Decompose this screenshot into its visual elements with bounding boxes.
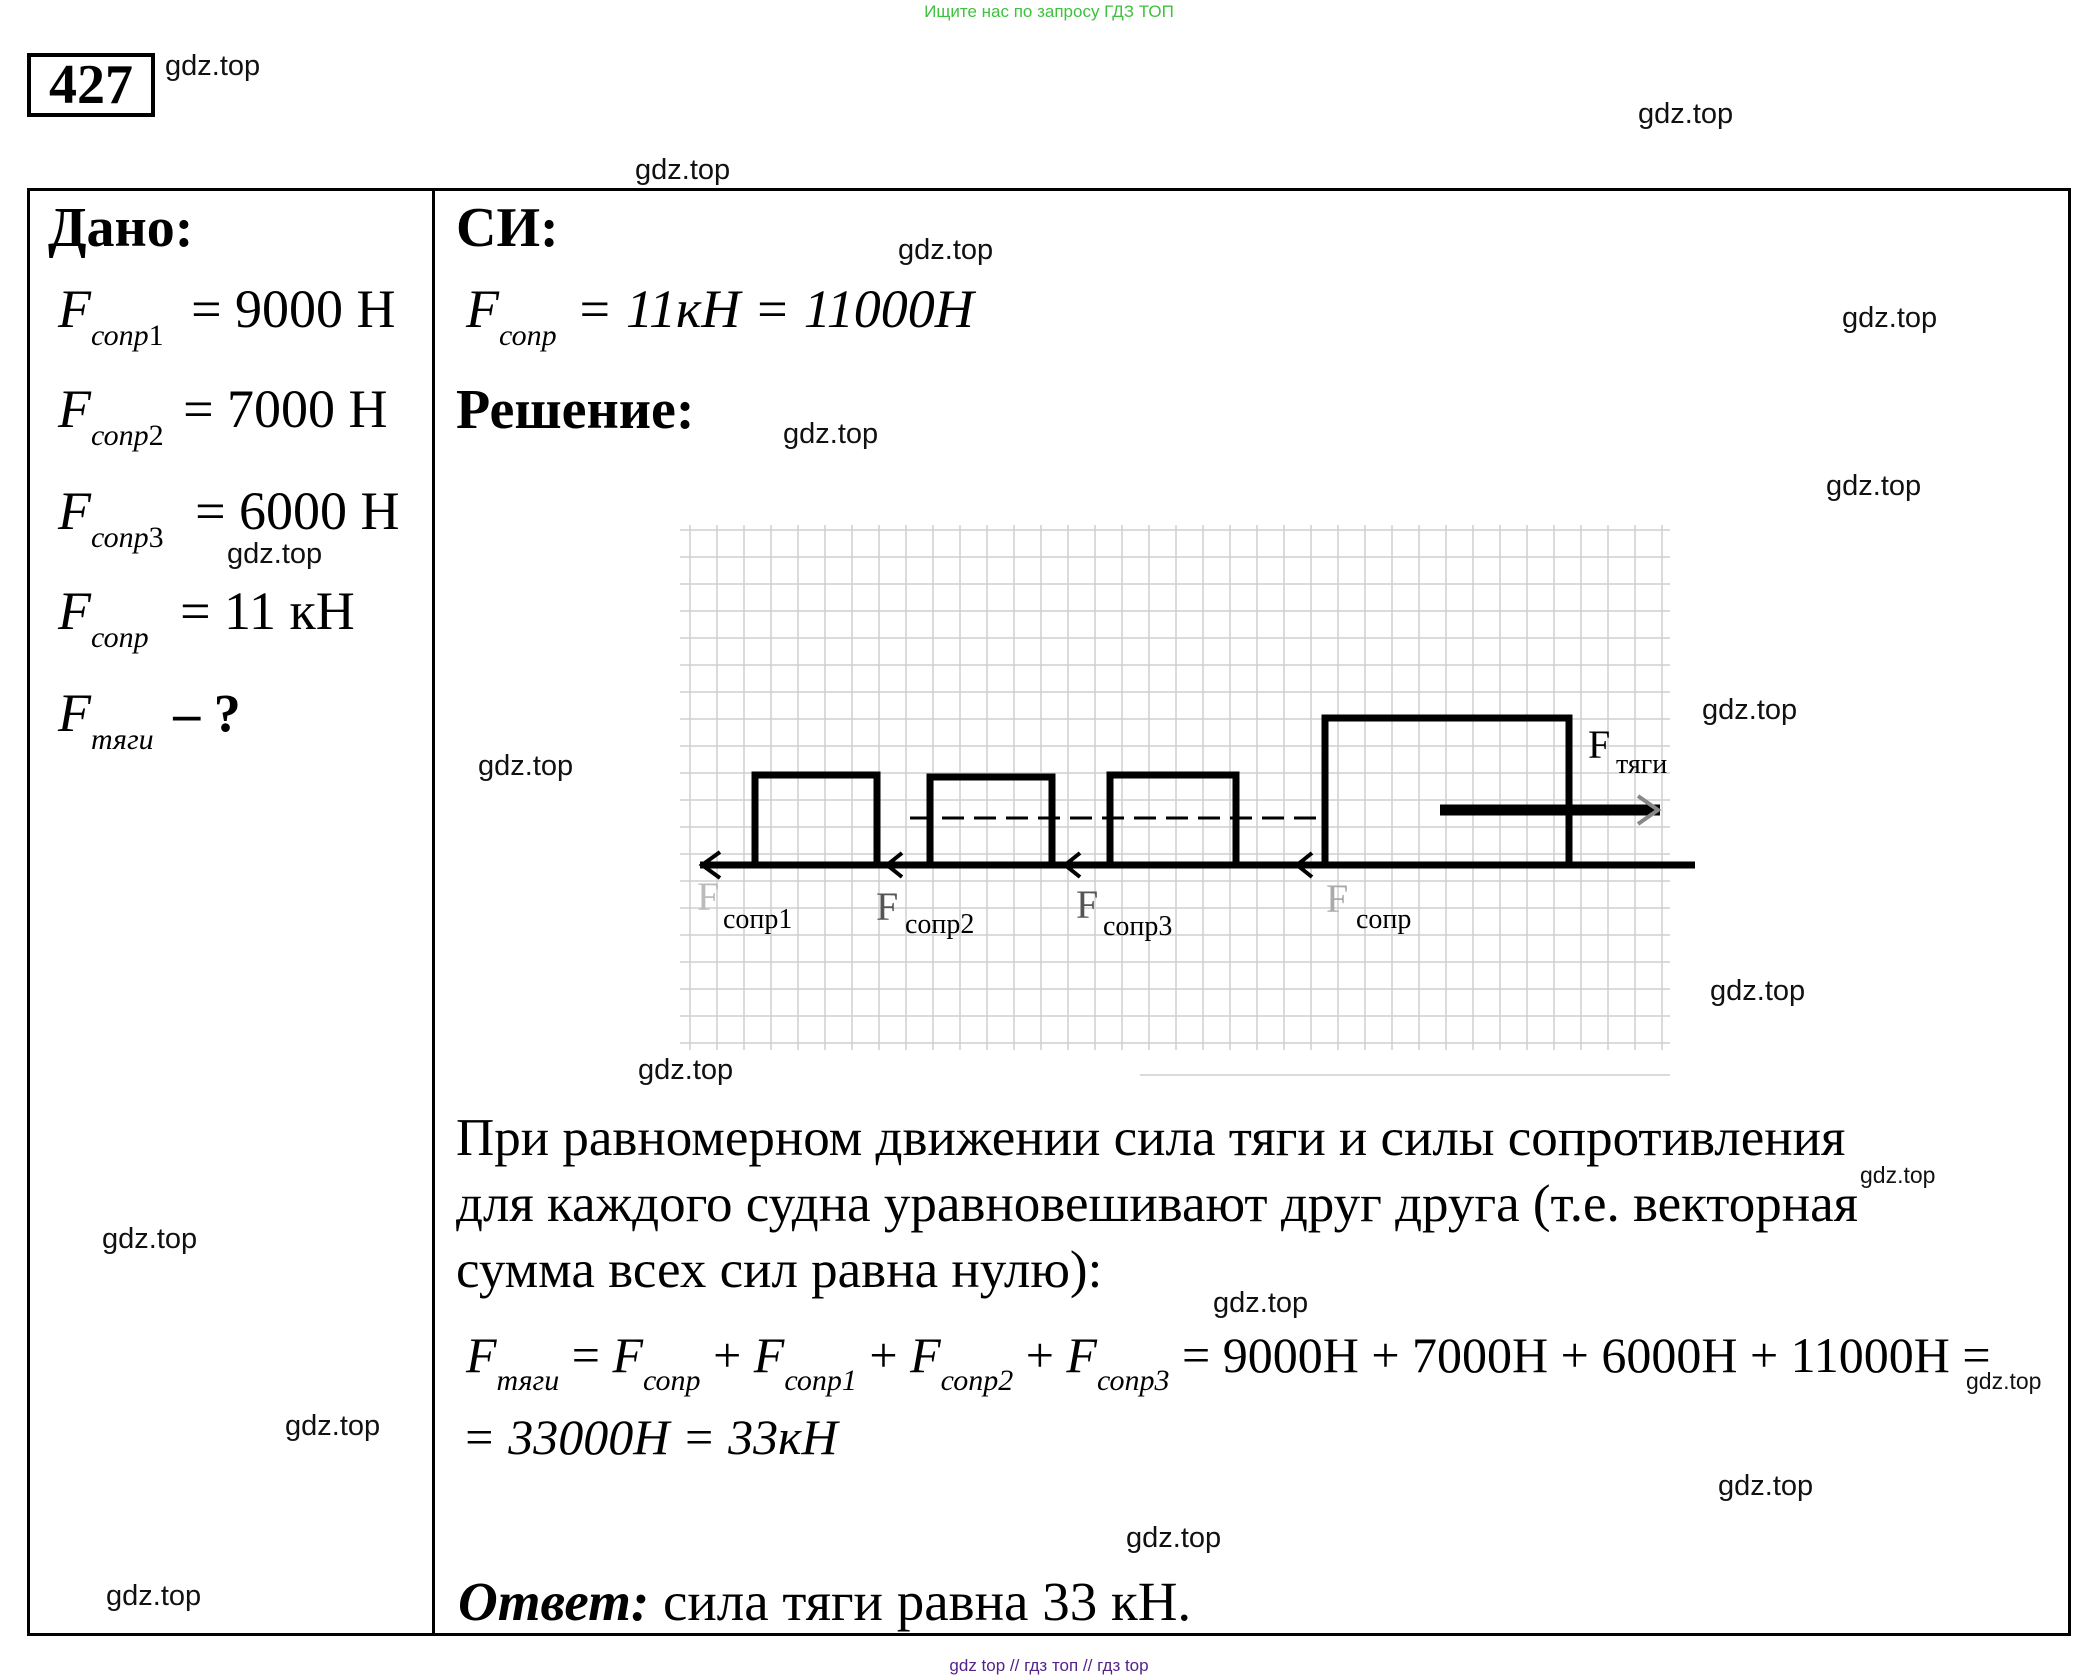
watermark: gdz.top <box>783 418 879 450</box>
explanation-line: сумма всех сил равна нулю): <box>456 1241 1103 1299</box>
watermark: gdz.top <box>227 538 323 570</box>
answer-label: Ответ: <box>458 1571 650 1632</box>
subscript-index: 3 <box>148 521 164 554</box>
given-row <box>58 683 241 756</box>
resistance-2-label-f: F <box>876 884 899 929</box>
top-banner[interactable]: Ищите нас по запросу ГДЗ ТОП <box>924 2 1174 21</box>
thrust-label-f: F <box>1588 722 1611 767</box>
resistance-1-label-f: F <box>697 874 720 919</box>
equation-values: = 9000Н + 7000Н + 6000Н + 11000Н = <box>1182 1327 1991 1383</box>
force-symbol: F <box>466 1327 497 1383</box>
watermark: gdz.top <box>1710 975 1806 1007</box>
watermark: gdz.top <box>898 234 994 266</box>
watermark: gdz.top <box>635 154 731 186</box>
barge-3 <box>1110 775 1236 865</box>
barge-1 <box>755 775 877 865</box>
force-symbol: F <box>58 379 91 439</box>
watermark: gdz.top <box>1213 1287 1309 1319</box>
given-value: – ? <box>173 683 241 743</box>
watermark: gdz.top <box>102 1223 198 1255</box>
watermark: gdz.top <box>1702 694 1798 726</box>
subscript: сопр2 <box>940 1364 1014 1397</box>
watermark: gdz.top <box>1638 98 1734 130</box>
resistance-label-f: F <box>1326 876 1349 921</box>
force-symbol: F <box>58 581 91 641</box>
given-row <box>58 279 396 352</box>
watermark: gdz.top <box>1826 470 1922 502</box>
watermark: gdz.top <box>106 1580 202 1612</box>
subscript: сопр <box>91 621 149 654</box>
subscript: сопр3 <box>1096 1364 1170 1397</box>
column-divider <box>432 188 435 1636</box>
force-symbol: F <box>910 1327 941 1383</box>
answer-text: сила тяги равна 33 кН. <box>649 1571 1192 1632</box>
watermark: gdz.top <box>1718 1470 1814 1502</box>
subscript: сопр1 <box>784 1364 857 1397</box>
watermark: gdz.top <box>638 1054 734 1086</box>
footer-links[interactable]: gdz top // гдз топ // гдз top <box>949 1656 1149 1675</box>
subscript: сопр <box>91 319 149 352</box>
subscript: тяги <box>91 723 154 756</box>
force-symbol: F <box>58 683 91 743</box>
given-value: = 7000 Н <box>183 379 388 439</box>
si-formula <box>466 279 974 352</box>
tugboat <box>1325 718 1569 865</box>
force-symbol: F <box>753 1327 785 1383</box>
subscript: тяги <box>496 1364 560 1397</box>
watermark: gdz.top <box>1860 1162 1936 1188</box>
force-symbol: F <box>58 279 91 339</box>
force-symbol: F <box>58 481 91 541</box>
force-symbol: F <box>466 279 499 339</box>
resistance-3-label-f: F <box>1076 882 1099 927</box>
force-symbol: F <box>1066 1327 1097 1383</box>
barge-2 <box>930 777 1052 865</box>
thrust-label-sub: тяги <box>1616 749 1668 780</box>
si-value: = 11кН = 11000Н <box>576 279 974 339</box>
watermark: gdz.top <box>285 1410 381 1442</box>
given-row <box>58 379 388 452</box>
watermark: gdz.top <box>478 750 574 782</box>
grid <box>680 525 1670 1075</box>
answer <box>458 1570 1191 1633</box>
given-value: = 11 кН <box>180 581 355 641</box>
equation-line-2: = 33000Н = 33кН <box>462 1409 838 1465</box>
equation-line-1: $F_{тяги} = F_{сопр} + F_{сопр1} + F_{сопр2} + F_{сопр3} = 9000Н + 7000Н + 6000Н + 11000Н$ = <box>466 1327 1991 1397</box>
resistance-2-label-sub: сопр2 <box>905 909 975 940</box>
force-diagram <box>640 520 1700 1080</box>
watermark: gdz.top <box>1966 1368 2042 1394</box>
subscript-index: 1 <box>148 319 164 352</box>
watermark: gdz.top <box>165 50 261 82</box>
subscript: сопр <box>499 319 557 352</box>
solution-heading: Решение: <box>456 379 695 441</box>
resistance-1-label-sub: сопр1 <box>723 904 793 935</box>
given-value: = 9000 Н <box>191 279 396 339</box>
resistance-label-sub: сопр <box>1356 904 1412 935</box>
force-symbol: F <box>612 1327 643 1383</box>
watermark: gdz.top <box>1126 1522 1222 1554</box>
explanation-line: При равномерном движении сила тяги и силы сопротивления <box>456 1109 1846 1167</box>
problem-number: 427 <box>27 53 155 117</box>
subscript: сопр <box>91 419 149 452</box>
given-value: = 6000 Н <box>195 481 400 541</box>
given-heading: Дано: <box>48 197 194 259</box>
subscript-index: 2 <box>148 419 164 452</box>
subscript: сопр <box>91 521 149 554</box>
given-row <box>58 581 355 654</box>
subscript: сопр <box>642 1364 701 1397</box>
si-heading: СИ: <box>456 197 559 259</box>
resistance-3-label-sub: сопр3 <box>1103 911 1173 942</box>
explanation-line: для каждого судна уравновешивают друг друга (т.е. векторная <box>456 1175 1858 1233</box>
watermark: gdz.top <box>1842 302 1938 334</box>
